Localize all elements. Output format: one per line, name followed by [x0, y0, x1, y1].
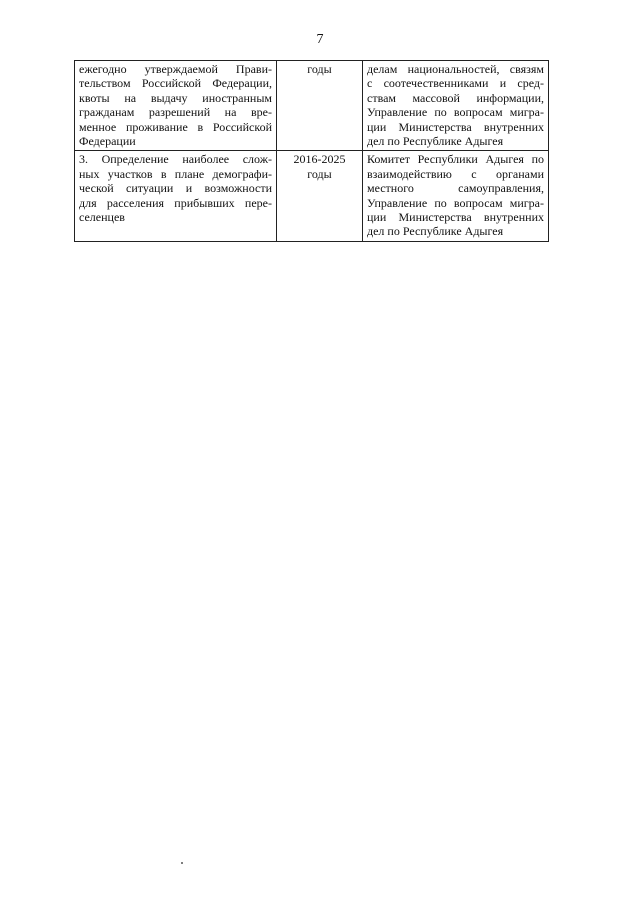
executor-line: Управление по вопросам мигра- [367, 195, 544, 210]
executor-line: ции Министерства внутренних [367, 210, 544, 225]
executor-line: ствам массовой информации, [367, 90, 544, 105]
period-line: 2016-2025 [293, 152, 346, 167]
measure-line: ежегодно утверждаемой Прави- [79, 62, 272, 76]
measure-cell [75, 61, 277, 151]
period-cell [277, 151, 363, 241]
period-line: годы [307, 62, 332, 76]
measure-line: менное проживание в Российской [79, 119, 272, 134]
executor-line: Управление по вопросам мигра- [367, 105, 544, 120]
measure-cell [75, 151, 277, 241]
measures-table [74, 60, 549, 242]
measure-line: ных участков в плане демографи- [79, 166, 272, 181]
measure-line: ческой ситуации и возможности [79, 181, 272, 196]
period-line: годы [307, 166, 332, 181]
executor-line: дел по Республике Адыгея [367, 224, 504, 239]
executor-cell [363, 151, 549, 241]
executor-cell [363, 61, 549, 151]
executor-line: ции Министерства внутренних [367, 119, 544, 134]
page-number: 7 [316, 32, 324, 47]
executor-line: местного самоуправления, [367, 181, 544, 196]
measure-line: селенцев [79, 210, 125, 225]
period-cell [277, 61, 363, 151]
measure-line: тельством Российской Федерации, [79, 76, 272, 91]
measure-line: гражданам разрешений на вре- [79, 105, 272, 120]
scan-dot [181, 862, 183, 864]
measure-line: квоты на выдачу иностранным [79, 90, 272, 105]
table-row [75, 151, 549, 241]
executor-line: делам национальностей, связям [367, 62, 544, 76]
executor-line: взаимодействию с органами [367, 166, 544, 181]
measure-line: для расселения прибывших пере- [79, 195, 272, 210]
executor-line: Комитет Республики Адыгея по [367, 152, 544, 167]
executor-line: дел по Республике Адыгея [367, 134, 504, 149]
measure-line: 3. Определение наиболее слож- [79, 152, 272, 167]
executor-line: с соотечественниками и сред- [367, 76, 544, 91]
measure-line: Федерации [79, 134, 136, 149]
table-row [75, 61, 549, 151]
